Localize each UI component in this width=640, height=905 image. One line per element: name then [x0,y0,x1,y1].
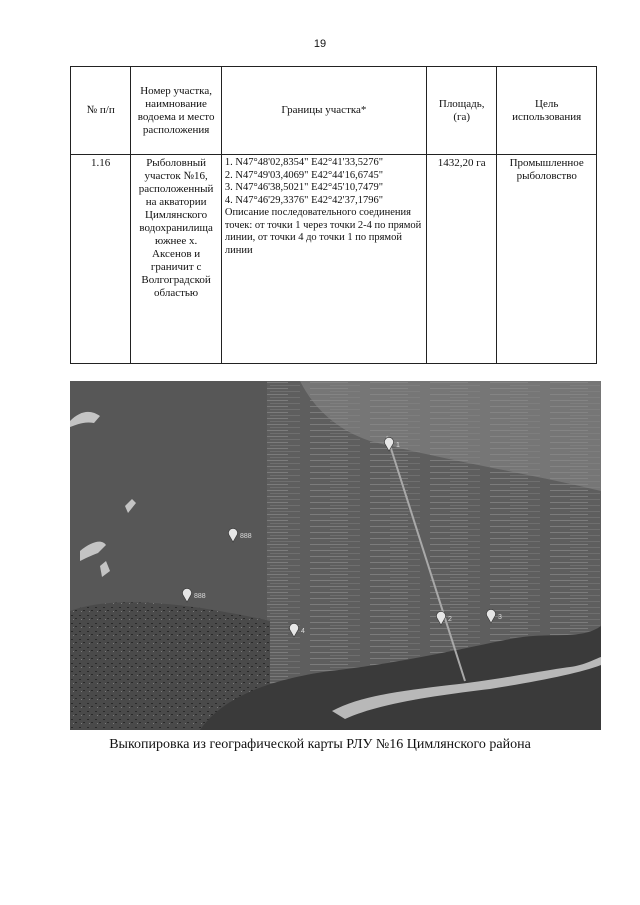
header-num: № п/п [71,67,131,155]
coord-point-1: 1. N47°48'02,8354" E42°41'33,5276" [224,157,383,168]
coord-point-3: 3. N47°46'38,5021" E42°45'10,7479" [224,182,383,193]
satellite-map[interactable] [70,381,601,730]
row-purpose: Промышленное рыболовство [497,155,597,364]
coord-point-2: 2. N47°49'03,4069" E42°44'16,6745" [224,169,383,181]
row-name: Рыболовный участок №16, расположенный на акватории Цимлянского водохранилища южнее х. Аксенов и граничит с Волгоградской областью [131,155,222,364]
header-purpose: Цель использования [497,67,597,155]
table-header-row [71,67,597,155]
fishing-plot-table [70,66,597,364]
map-image [70,381,601,730]
coord-point-4: 4. N47°46'29,3376" E42°42'37,1796" [224,194,383,206]
table-row [71,155,597,364]
row-area: 1432,20 га [427,155,497,364]
map-pin-label: 888 [240,533,252,540]
map-pin-label: 2 [448,616,452,623]
header-area: Площадь, (га) [427,67,497,155]
header-bounds: Границы участка* [221,67,426,155]
header-name: Номер участка, наимнование водоема и место расположения [131,67,222,155]
bounds-description: Описание последовательного соединения точек: от точки 1 через точки 2-4 по прямой линии, от точки 4 до точки 1 по прямой линии [224,207,422,256]
row-bounds [221,155,426,364]
map-pin-label: 3 [498,614,502,621]
map-pin-label: 888 [194,593,206,600]
map-pin-label: 4 [301,628,305,635]
map-caption: Выкопировка из географической карты РЛУ №16 Цимлянского района [109,737,531,752]
page-number: 19 [313,38,327,50]
row-num: 1.16 [71,155,131,364]
map-pin-label: 1 [396,442,400,449]
